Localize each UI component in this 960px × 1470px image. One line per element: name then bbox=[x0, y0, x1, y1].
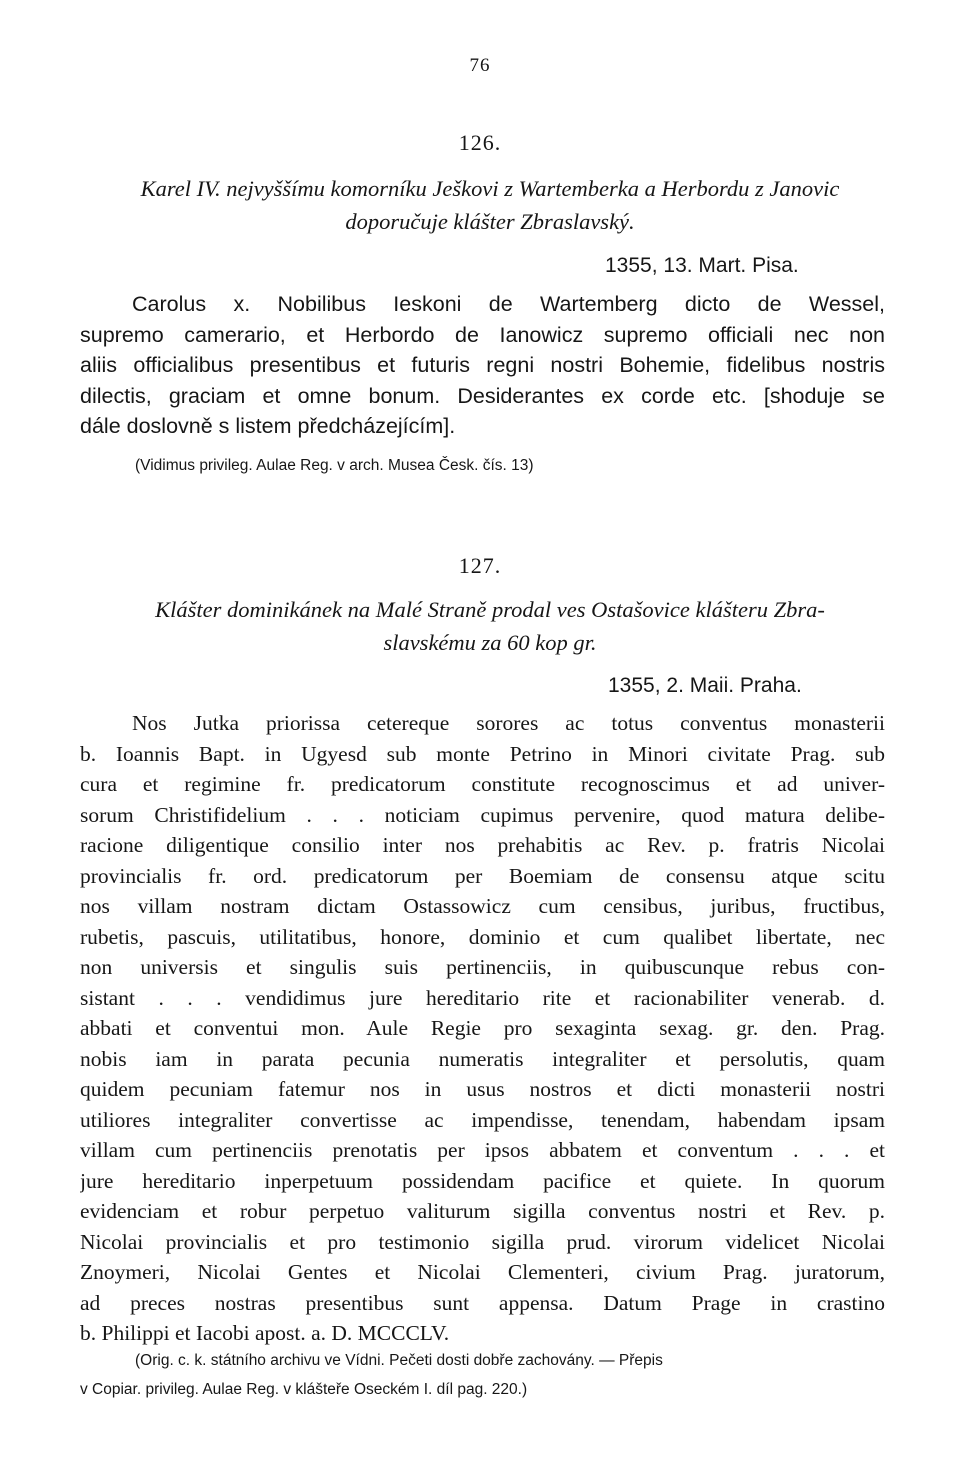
heading-line: doporučuje klášter Zbraslavský. bbox=[345, 209, 635, 234]
body-line: Carolus x. Nobilibus Ieskoni de Wartemberg dicto de Wessel, bbox=[132, 292, 885, 316]
source-note bbox=[80, 1346, 663, 1404]
body-line: nobis iam in parata pecunia numeratis integraliter et persolutis, quam bbox=[80, 1046, 885, 1071]
body-line: ad preces nostras presentibus sunt appensa. Datum Prage in crastino bbox=[80, 1290, 885, 1315]
body-line: b. Philippi et Iacobi apost. a. D. MCCCLV. bbox=[80, 1321, 450, 1345]
body-line: nos villam nostram dictam Ostassowicz cum censibus, juribus, fructibus, bbox=[80, 894, 885, 918]
note-line: v Copiar. privileg. Aulae Reg. v klášteře Oseckém I. díl pag. 220.) bbox=[80, 1381, 528, 1398]
heading-line: slavskému za 60 kop gr. bbox=[383, 630, 597, 655]
body-line: sorum Christifidelium . . . noticiam cupimus pervenire, quod matura delibe- bbox=[80, 802, 885, 827]
document-dateline: 1355, 2. Maii. Praha. bbox=[608, 674, 802, 697]
body-line: Nos Jutka priorissa cetereque sorores ac totus conventus monasterii bbox=[132, 711, 885, 735]
document-body bbox=[80, 289, 885, 442]
body-line: racione diligentique consilio inter nos prehabitis ac Rev. p. fratris Nicolai bbox=[80, 833, 885, 857]
body-line: cura et regimine fr. predicatorum constitute recognoscimus et ad univer- bbox=[80, 772, 885, 796]
heading-line: Karel IV. nejvyššímu komorníku Ješkovi z Wartemberka a Herbordu z Janovic bbox=[140, 176, 840, 201]
body-line: evidenciam et robur perpetuo valiturum sigilla conventus nostri et Rev. p. bbox=[80, 1199, 885, 1223]
body-line: sistant . . . vendidimus jure hereditario rite et racionabiliter venerab. d. bbox=[80, 985, 885, 1010]
body-line: utiliores integraliter convertisse ac impendisse, tenendam, habendam ipsam bbox=[80, 1107, 885, 1132]
note-line: (Vidimus privileg. Aulae Reg. v arch. Musea Česk. čís. 13) bbox=[135, 457, 534, 474]
body-line: villam cum pertinenciis prenotatis per ipsos abbatem et conventum . . . et bbox=[80, 1138, 885, 1162]
body-line: dilectis, graciam et omne bonum. Desiderantes ex corde etc. [shoduje se bbox=[80, 383, 885, 408]
body-line: Znoymeri, Nicolai Gentes et Nicolai Clementeri, civium Prag. juratorum, bbox=[80, 1260, 885, 1284]
body-line: dále doslovně s listem předcházejícím]. bbox=[80, 414, 456, 438]
note-line: (Orig. c. k. státního archivu ve Vídni. Pečeti dosti dobře zachovány. — Přepis bbox=[135, 1352, 663, 1369]
body-line: b. Ioannis Bapt. in Ugyesd sub monte Petrino in Minori civitate Prag. sub bbox=[80, 741, 885, 766]
page-number: 76 bbox=[469, 55, 491, 76]
body-line: rubetis, pascuis, utilitatibus, honore, dominio et cum qualibet libertate, nec bbox=[80, 924, 885, 949]
body-line: non universis et singulis suis pertinenciis, in quibuscunque rebus con- bbox=[80, 955, 885, 979]
source-note bbox=[135, 451, 534, 480]
body-line: abbati et conventui mon. Aule Regie pro sexaginta sexag. gr. den. Prag. bbox=[80, 1016, 885, 1040]
body-line: aliis officialibus presentibus et futuris regni nostri Bohemie, fidelibus nostris bbox=[80, 353, 885, 377]
body-line: provincialis fr. ord. predicatorum per Boemiam de consensu atque scitu bbox=[80, 863, 885, 888]
document-number: 127. bbox=[458, 553, 502, 578]
body-line: jure hereditario inperpetuum possidendam pacifice et quiete. In quorum bbox=[80, 1168, 885, 1193]
document-body bbox=[80, 708, 885, 1349]
body-line: Nicolai provincialis et pro testimonio sigilla prud. virorum videlicet Nicolai bbox=[80, 1229, 885, 1254]
document-heading bbox=[80, 593, 900, 659]
body-line: supremo camerario, et Herbordo de Ianowicz supremo officiali nec non bbox=[80, 322, 885, 347]
body-line: quidem pecuniam fatemur nos in usus nostros et dicti monasterii nostri bbox=[80, 1077, 885, 1101]
document-number: 126. bbox=[458, 130, 502, 155]
document-dateline: 1355, 13. Mart. Pisa. bbox=[605, 254, 799, 277]
document-heading bbox=[80, 172, 900, 238]
heading-line: Klášter dominikánek na Malé Straně prodal ves Ostašovice klášteru Zbra- bbox=[155, 597, 825, 622]
